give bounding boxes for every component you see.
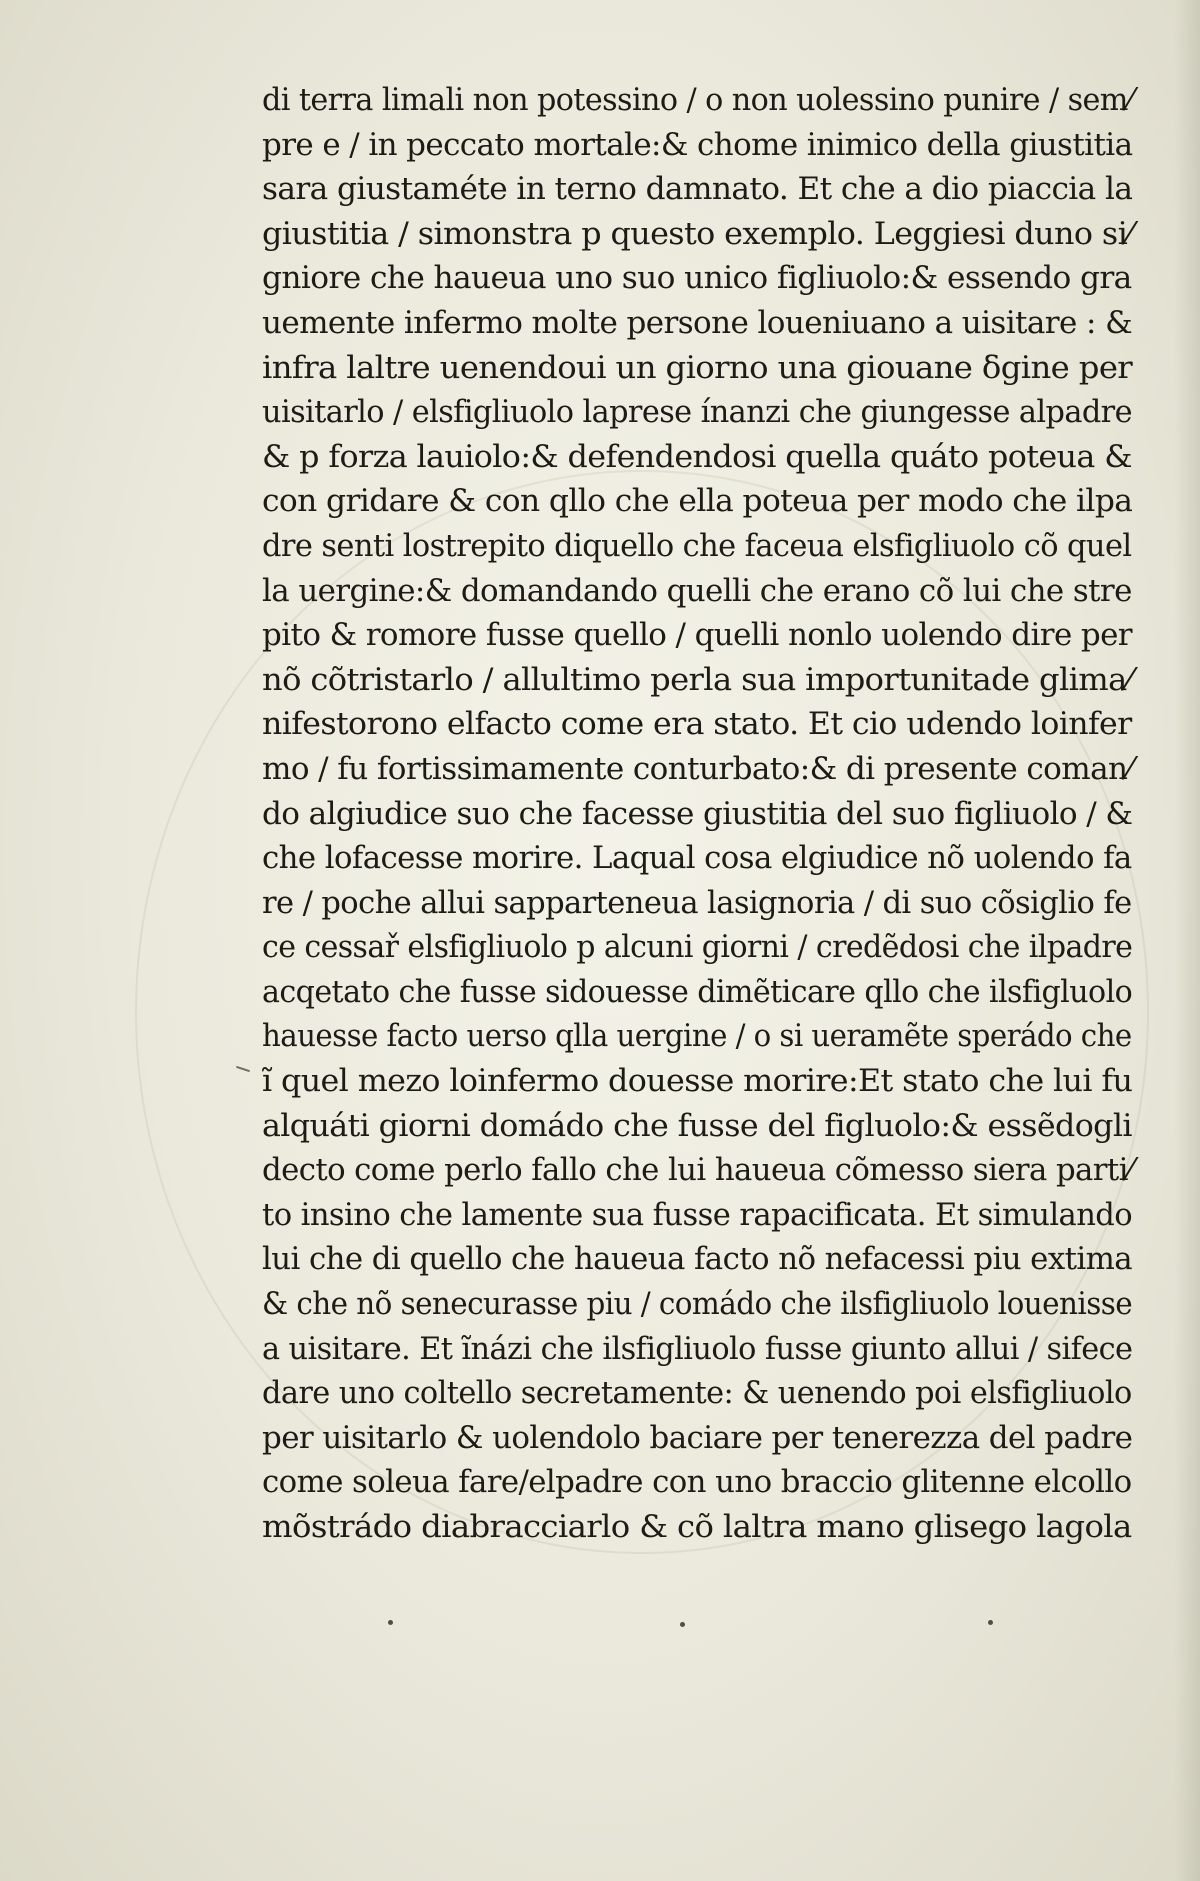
ink-speck [680, 1622, 685, 1627]
text-line: & p forza lauiolo:& defendendosi quella quáto poteua & [262, 438, 1132, 475]
text-line: nõ cõtristarlo / allultimo perla sua importunitade glima⁄ [262, 661, 1132, 698]
text-line: uisitarlo / elsfigliuolo laprese ínanzi che giungesse alpadre [262, 394, 1132, 431]
text-line: hauesse facto uerso qlla uergine / o si ueramẽte sperádo che [262, 1018, 1132, 1055]
text-line: nifestorono elfacto come era stato. Et cio udendo loinfer [262, 706, 1132, 743]
text-line: re / poche allui sapparteneua lasignoria / di suo cõsiglio fe [262, 884, 1132, 921]
ink-speck [988, 1620, 993, 1625]
ink-speck [388, 1620, 393, 1625]
text-line: dare uno coltello secretamente: & uenendo poi elsfigliuolo [262, 1375, 1132, 1412]
page-edge-shadow [1174, 0, 1200, 1881]
text-line: giustitia / simonstra p questo exemplo. Leggiesi duno si⁄ [262, 215, 1132, 252]
text-line: pre e / in peccato mortale:& chome inimico della giustitia [262, 126, 1133, 163]
text-line: uemente infermo molte persone loueniuano a uisitare : & [262, 304, 1133, 341]
text-line: lui che di quello che haueua facto nõ nefacessi piu extima [262, 1241, 1133, 1278]
text-line: & che nõ senecurasse piu / comádo che ilsfigliuolo louenisse [262, 1286, 1133, 1323]
text-line: ce cessař elsfigliuolo p alcuni giorni / credẽdosi che ilpadre [262, 929, 1133, 966]
text-line: per uisitarlo & uolendolo baciare per tenerezza del padre [262, 1419, 1133, 1456]
text-line: pito & romore fusse quello / quelli nonlo uolendo dire per [262, 617, 1132, 654]
text-line: sara giustaméte in terno damnato. Et che a dio piaccia la [262, 171, 1133, 208]
text-line: do algiudice suo che facesse giustitia del suo figliuolo / & [262, 795, 1133, 832]
text-line: gniore che haueua uno suo unico figliuolo:& essendo gra [262, 260, 1132, 297]
text-line: alquáti giorni domádo che fusse del figluolo:& essẽdogli [262, 1107, 1132, 1144]
text-line: mõstrádo diabracciarlo & cõ laltra mano glisego lagola [262, 1509, 1132, 1545]
text-line: dre senti lostrepito diquello che faceua elsfigliuolo cõ quel [262, 527, 1132, 564]
text-line: con gridare & con qllo che ella poteua per modo che ilpa [262, 483, 1133, 520]
text-line: ĩ quel mezo loinfermo douesse morire:Et stato che lui fu [262, 1063, 1133, 1100]
text-line: la uergine:& domandando quelli che erano cõ lui che stre [262, 572, 1132, 609]
text-line: infra laltre uenendoui un giorno una giouane ẟgine per [262, 349, 1133, 386]
text-line: to insino che lamente sua fusse rapacificata. Et simulando [262, 1196, 1133, 1233]
text-line: acqetato che fusse sidouesse dimẽticare qllo che ilsfigluolo [262, 973, 1133, 1010]
text-line: a uisitare. Et ĩnázi che ilsfigliuolo fusse giunto allui / sifece [262, 1330, 1133, 1367]
text-line: che lofacesse morire. Laqual cosa elgiudice nõ uolendo fa [262, 840, 1132, 877]
text-line: come soleua fare/elpadre con uno braccio glitenne elcollo [262, 1464, 1132, 1501]
text-line: di terra limali non potessino / o non uolessino punire / sem⁄ [262, 82, 1133, 118]
text-line: decto come perlo fallo che lui haueua cõmesso siera parti⁄ [262, 1152, 1133, 1189]
text-line: mo / fu fortissimamente conturbato:& di presente coman⁄ [262, 750, 1132, 787]
text-block [262, 78, 1132, 1550]
